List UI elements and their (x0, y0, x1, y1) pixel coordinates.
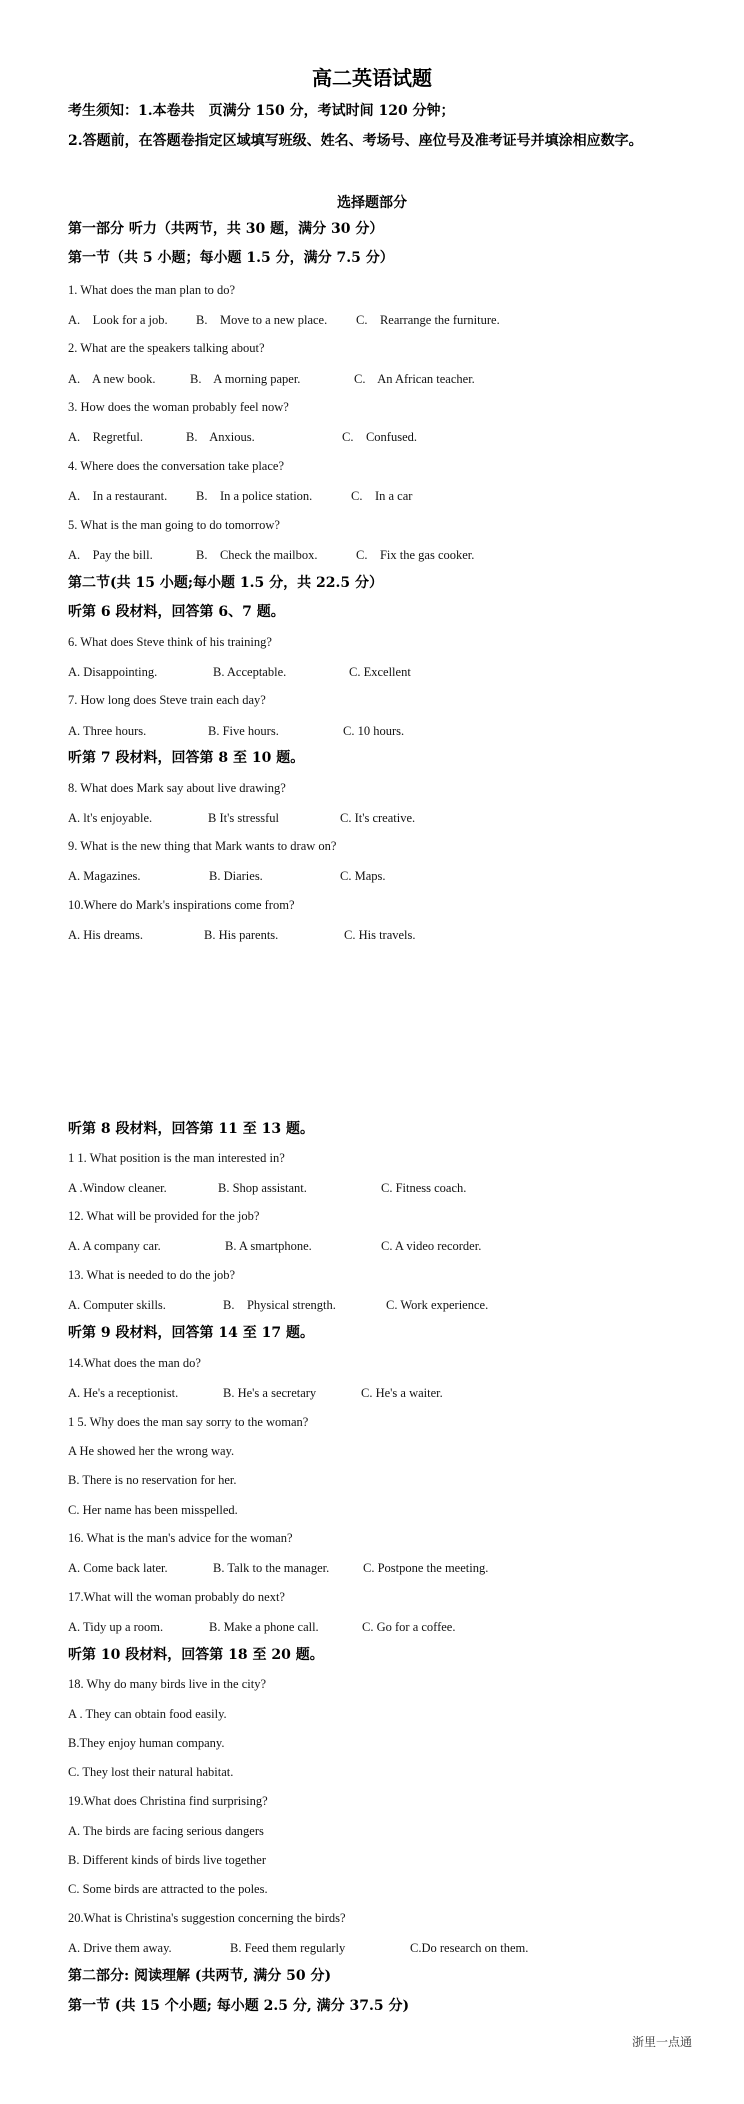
question-6-options (68, 665, 708, 681)
question-7-options (68, 724, 708, 740)
option-c: C. It's creative. (340, 811, 416, 825)
listen-10-heading: 听第 10 段材料，回答第 18 至 20 题。 (68, 1647, 324, 1663)
option-a: A. Three hours. (68, 724, 147, 738)
option-b: B. Make a phone call. (209, 1620, 319, 1634)
option-c: C. Fix the gas cooker. (356, 548, 475, 562)
question-5: 5. What is the man going to do tomorrow? (68, 518, 280, 532)
question-17-options (68, 1620, 708, 1636)
question-10: 10.Where do Mark's inspirations come from? (68, 898, 295, 912)
question-2-options (68, 372, 708, 388)
option-a: A. Regretful. (68, 430, 143, 444)
question-16-options (68, 1561, 708, 1577)
question-13: 13. What is needed to do the job? (68, 1268, 236, 1282)
part2-section1-heading: 第一节 (共 15 个小题; 每小题 2.5 分, 满分 37.5 分) (68, 1998, 410, 2014)
option-a: A. Disappointing. (68, 665, 158, 679)
question-15-option-b: B. There is no reservation for her. (68, 1473, 237, 1487)
option-a: A. Magazines. (68, 869, 141, 883)
option-b: B. Physical strength. (223, 1298, 336, 1312)
question-19-option-b: B. Different kinds of birds live together (68, 1853, 266, 1867)
question-1-options (68, 313, 708, 329)
option-c: C. Confused. (342, 430, 417, 444)
question-1: 1. What does the man plan to do? (68, 283, 236, 297)
question-3-options (68, 430, 708, 446)
question-14-options (68, 1386, 708, 1402)
option-a: A. Pay the bill. (68, 548, 153, 562)
part2-heading: 第二部分: 阅读理解 (共两节, 满分 50 分) (68, 1968, 332, 1984)
option-a: A. Drive them away. (68, 1941, 172, 1955)
question-11-options (68, 1181, 708, 1197)
option-a: A. He's a receptionist. (68, 1386, 179, 1400)
question-18-option-b: B.They enjoy human company. (68, 1736, 225, 1750)
question-9: 9. What is the new thing that Mark wants to draw on? (68, 839, 337, 853)
question-14: 14.What does the man do? (68, 1356, 201, 1370)
option-a: A. A new book. (68, 372, 156, 386)
question-8: 8. What does Mark say about live drawing? (68, 781, 286, 795)
question-20-options (68, 1941, 708, 1957)
question-5-options (68, 548, 708, 564)
question-18-option-a: A . They can obtain food easily. (68, 1707, 227, 1721)
option-c: C. Maps. (340, 869, 386, 883)
option-c: C. Fitness coach. (381, 1181, 467, 1195)
option-a: A. Computer skills. (68, 1298, 166, 1312)
option-c: C. 10 hours. (343, 724, 405, 738)
option-b: B. A morning paper. (190, 372, 301, 386)
question-17: 17.What will the woman probably do next? (68, 1590, 285, 1604)
option-b: B. Feed them regularly (230, 1941, 346, 1955)
option-c: C. In a car (351, 489, 413, 503)
question-16: 16. What is the man's advice for the woman? (68, 1531, 293, 1545)
option-b: B. He's a secretary (223, 1386, 317, 1400)
question-15: 1 5. Why does the man say sorry to the woman? (68, 1415, 309, 1429)
option-a: A. Come back later. (68, 1561, 168, 1575)
question-20: 20.What is Christina's suggestion concerning the birds? (68, 1911, 346, 1925)
option-c: C. An African teacher. (354, 372, 475, 386)
part1-heading: 第一部分 听力（共两节，共 30 题，满分 30 分） (68, 221, 384, 237)
question-4-options (68, 489, 708, 505)
listen-7-heading: 听第 7 段材料，回答第 8 至 10 题。 (68, 750, 305, 766)
section-heading-choice: 选择题部分 (337, 195, 407, 211)
question-8-options (68, 811, 708, 827)
question-7: 7. How long does Steve train each day? (68, 693, 266, 707)
option-c: C.Do research on them. (410, 1941, 529, 1955)
question-6: 6. What does Steve think of his training? (68, 635, 272, 649)
question-15-option-c: C. Her name has been misspelled. (68, 1503, 238, 1517)
option-a: A. His dreams. (68, 928, 143, 942)
option-b: B. His parents. (204, 928, 279, 942)
option-c: C. Excellent (349, 665, 411, 679)
notice-line-2: 2.答题前，在答题卷指定区域填写班级、姓名、考场号、座位号及准考证号并填涂相应数字。 (68, 133, 643, 149)
notice-line-1: 考生须知：1.本卷共 页满分 150 分，考试时间 120 分钟； (68, 103, 455, 119)
question-12: 12. What will be provided for the job? (68, 1209, 260, 1223)
question-13-options (68, 1298, 708, 1314)
listen-9-heading: 听第 9 段材料，回答第 14 至 17 题。 (68, 1325, 314, 1341)
question-19: 19.What does Christina find surprising? (68, 1794, 268, 1808)
question-19-option-c: C. Some birds are attracted to the poles. (68, 1882, 268, 1896)
option-b: B. Move to a new place. (196, 313, 328, 327)
question-4: 4. Where does the conversation take place? (68, 459, 284, 473)
option-b: B. Diaries. (209, 869, 263, 883)
option-b: B It's stressful (208, 811, 280, 825)
question-2: 2. What are the speakers talking about? (68, 341, 265, 355)
option-b: B. In a police station. (196, 489, 313, 503)
question-3: 3. How does the woman probably feel now? (68, 400, 289, 414)
option-b: B. Talk to the manager. (213, 1561, 330, 1575)
option-a: A. lt's enjoyable. (68, 811, 153, 825)
question-18-option-c: C. They lost their natural habitat. (68, 1765, 234, 1779)
watermark: 浙里一点通 (631, 2035, 692, 2049)
option-b: B. Anxious. (186, 430, 255, 444)
question-15-option-a: A He showed her the wrong way. (68, 1444, 235, 1458)
option-b: B. Five hours. (208, 724, 279, 738)
listen-6-heading: 听第 6 段材料，回答第 6、7 题。 (68, 604, 285, 620)
option-c: C. A video recorder. (381, 1239, 482, 1253)
option-c: C. His travels. (344, 928, 416, 942)
question-9-options (68, 869, 708, 885)
question-18: 18. Why do many birds live in the city? (68, 1677, 266, 1691)
listen-8-heading: 听第 8 段材料，回答第 11 至 13 题。 (68, 1121, 314, 1137)
option-c: C. Go for a coffee. (362, 1620, 456, 1634)
option-c: C. He's a waiter. (361, 1386, 443, 1400)
option-b: B. Shop assistant. (218, 1181, 307, 1195)
question-11: 1 1. What position is the man interested in? (68, 1151, 285, 1165)
option-c: C. Work experience. (386, 1298, 489, 1312)
question-12-options (68, 1239, 708, 1255)
part1-section2-heading: 第二节(共 15 小题;每小题 1.5 分，共 22.5 分） (68, 575, 383, 591)
part1-section1-heading: 第一节（共 5 小题；每小题 1.5 分，满分 7.5 分） (68, 250, 394, 266)
option-b: B. Check the mailbox. (196, 548, 318, 562)
option-b: B. A smartphone. (225, 1239, 312, 1253)
option-b: B. Acceptable. (213, 665, 287, 679)
option-a: A .Window cleaner. (68, 1181, 167, 1195)
option-c: C. Rearrange the furniture. (356, 313, 500, 327)
option-a: A. Tidy up a room. (68, 1620, 164, 1634)
question-19-option-a: A. The birds are facing serious dangers (68, 1824, 264, 1838)
option-a: A. A company car. (68, 1239, 161, 1253)
option-a: A. Look for a job. (68, 313, 168, 327)
option-a: A. In a restaurant. (68, 489, 168, 503)
exam-title: 高二英语试题 (312, 66, 432, 90)
option-c: C. Postpone the meeting. (363, 1561, 489, 1575)
question-10-options (68, 928, 708, 944)
